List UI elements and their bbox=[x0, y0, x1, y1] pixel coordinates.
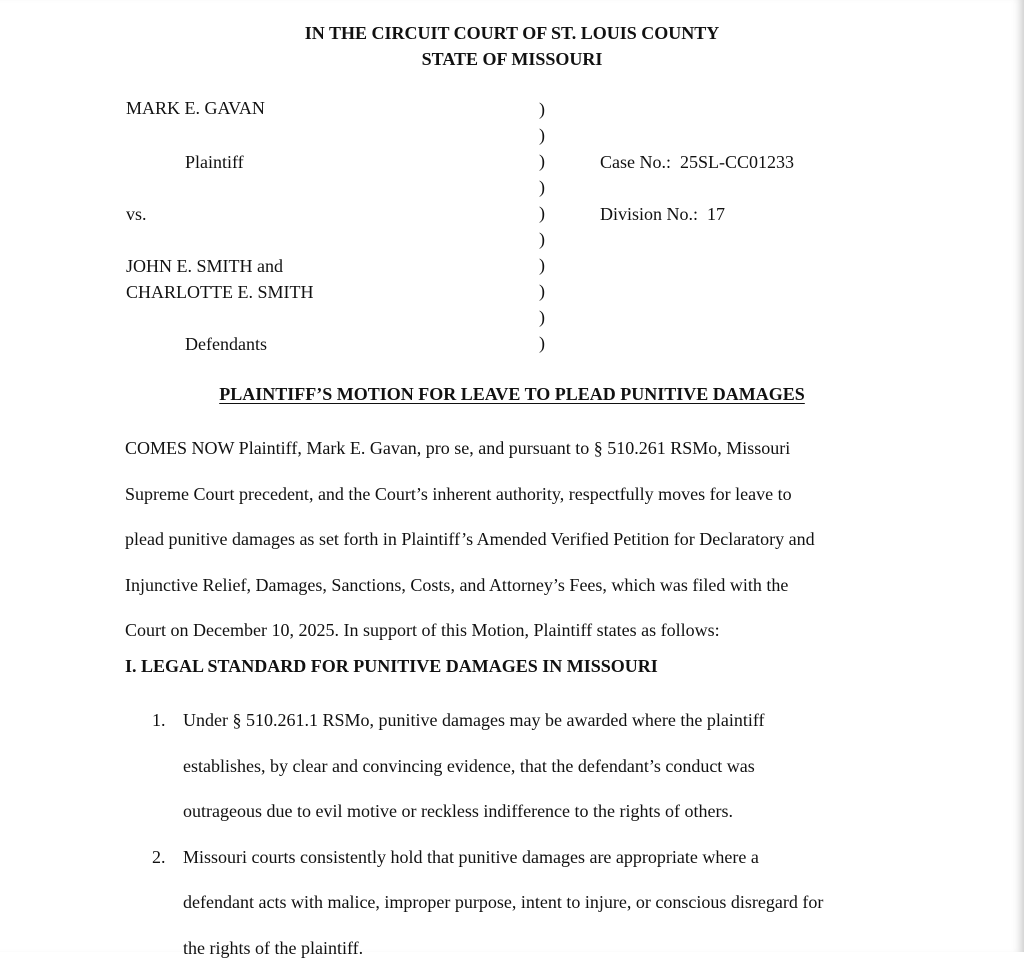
list-item-line: Under § 510.261.1 RSMo, punitive damages may be awarded where the plaintiff bbox=[183, 698, 893, 744]
list-item bbox=[0, 698, 1024, 835]
caption-paren: ) bbox=[539, 174, 551, 200]
division-number-label: Division No.: bbox=[600, 204, 698, 224]
caption-paren: ) bbox=[539, 330, 551, 356]
caption-paren: ) bbox=[539, 122, 551, 148]
caption-paren-column bbox=[539, 96, 551, 356]
paragraph-line: plead punitive damages as set forth in Plaintiff’s Amended Verified Petition for Declaratory and bbox=[125, 517, 895, 563]
state-name: STATE OF MISSOURI bbox=[0, 46, 1024, 72]
list-item-line: establishes, by clear and convincing evidence, that the defendant’s conduct was bbox=[183, 744, 893, 790]
case-number-value: 25SL-CC01233 bbox=[680, 152, 794, 172]
list-item-line: defendant acts with malice, improper purpose, intent to injure, or conscious disregard for bbox=[183, 880, 893, 926]
intro-paragraph bbox=[125, 426, 895, 654]
paragraph-line: Injunctive Relief, Damages, Sanctions, Costs, and Attorney’s Fees, which was filed with the bbox=[125, 563, 895, 609]
list-item-line: Missouri courts consistently hold that punitive damages are appropriate where a bbox=[183, 835, 893, 881]
caption-paren: ) bbox=[539, 252, 551, 278]
division-number-value: 17 bbox=[707, 204, 725, 224]
list-item-text bbox=[183, 835, 893, 971]
list-item-number: 1. bbox=[152, 698, 166, 744]
caption-paren: ) bbox=[539, 200, 551, 226]
case-caption bbox=[0, 96, 1024, 366]
caption-paren: ) bbox=[539, 148, 551, 174]
list-item-number: 2. bbox=[152, 835, 166, 881]
defendant-name-1: JOHN E. SMITH and bbox=[126, 256, 283, 277]
plaintiff-name: MARK E. GAVAN bbox=[126, 98, 265, 119]
list-item bbox=[0, 835, 1024, 971]
section-heading: I. LEGAL STANDARD FOR PUNITIVE DAMAGES IN MISSOURI bbox=[125, 656, 658, 677]
paragraph-line: Supreme Court precedent, and the Court’s inherent authority, respectfully moves for leave to bbox=[125, 472, 895, 518]
case-number-label: Case No.: bbox=[600, 152, 671, 172]
court-name: IN THE CIRCUIT COURT OF ST. LOUIS COUNTY bbox=[0, 20, 1024, 46]
paragraph-line: COMES NOW Plaintiff, Mark E. Gavan, pro se, and pursuant to § 510.261 RSMo, Missouri bbox=[125, 426, 895, 472]
numbered-list bbox=[0, 698, 1024, 971]
case-number bbox=[600, 152, 794, 173]
motion-title: PLAINTIFF’S MOTION FOR LEAVE TO PLEAD PUNITIVE DAMAGES bbox=[0, 384, 1024, 405]
list-item-line: outrageous due to evil motive or reckless indifference to the rights of others. bbox=[183, 789, 893, 835]
caption-paren: ) bbox=[539, 278, 551, 304]
caption-paren: ) bbox=[539, 226, 551, 252]
defendants-label: Defendants bbox=[185, 334, 267, 355]
paragraph-line: Court on December 10, 2025. In support of this Motion, Plaintiff states as follows: bbox=[125, 608, 895, 654]
division-number bbox=[600, 204, 725, 225]
court-header bbox=[0, 20, 1024, 72]
versus-label: vs. bbox=[126, 204, 147, 225]
plaintiff-label: Plaintiff bbox=[185, 152, 244, 173]
list-item-line: the rights of the plaintiff. bbox=[183, 926, 893, 971]
defendant-name-2: CHARLOTTE E. SMITH bbox=[126, 282, 314, 303]
caption-paren: ) bbox=[539, 304, 551, 330]
caption-paren: ) bbox=[539, 96, 551, 122]
list-item-text bbox=[183, 698, 893, 835]
